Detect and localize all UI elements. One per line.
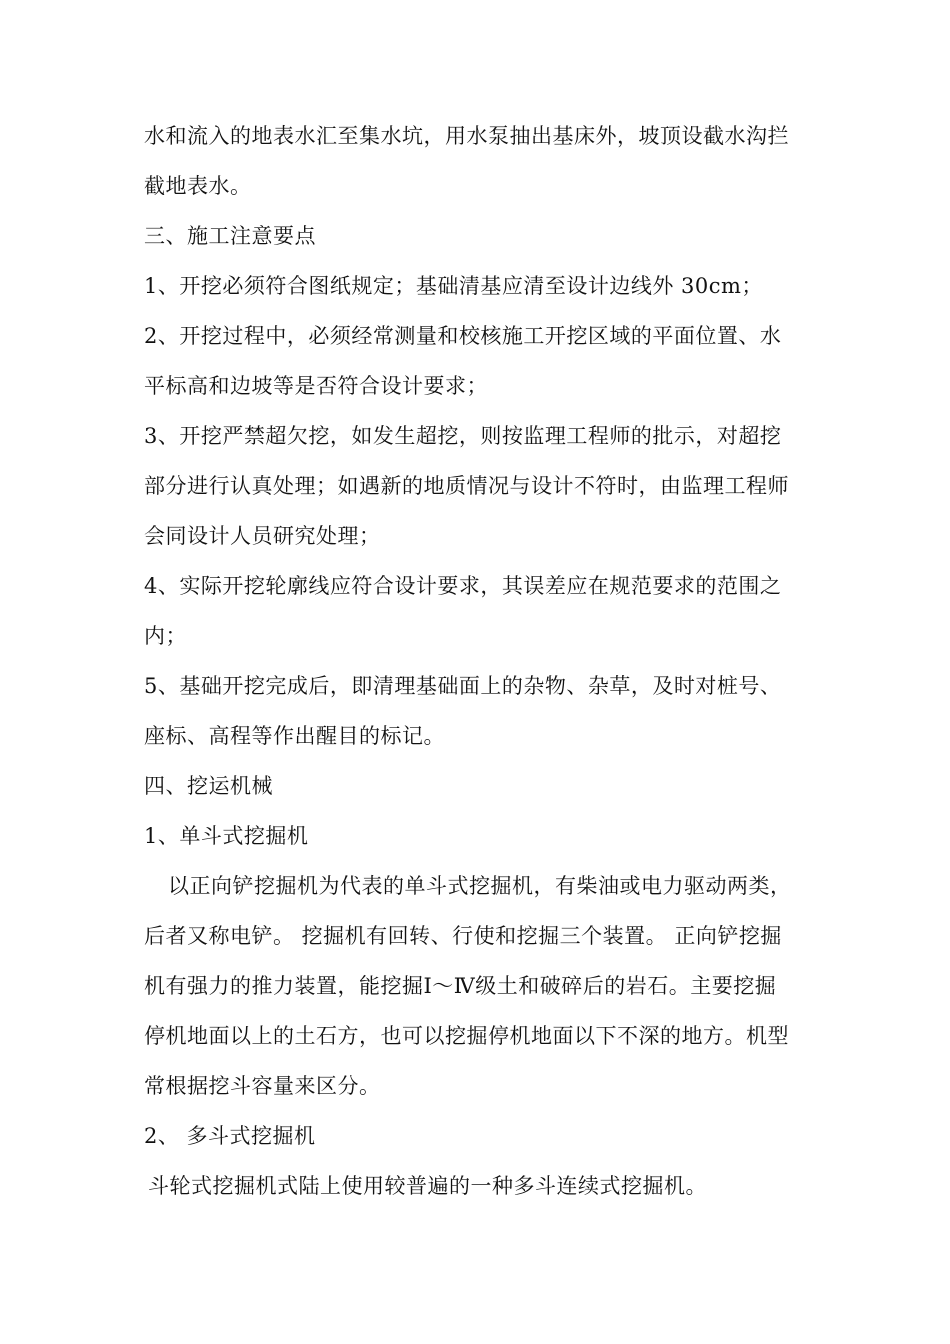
subheading-multi-bucket-excavator: 2、 多斗式挖掘机 [144, 1124, 316, 1148]
list-item-3-end: 会同设计人员研究处理； [144, 524, 381, 548]
paragraph-line-5: 常根据挖斗容量来区分。 [144, 1074, 381, 1098]
list-item-1: 1、开挖必须符合图纸规定；基础清基应清至设计边线外 30cm； [144, 274, 763, 298]
list-item-2: 2、开挖过程中，必须经常测量和校核施工开挖区域的平面位置、水 [144, 324, 782, 348]
subheading-single-bucket-excavator: 1、单斗式挖掘机 [144, 824, 309, 848]
list-item-5-end: 座标、高程等作出醒目的标记。 [144, 724, 445, 748]
paragraph-bucket-wheel: 斗轮式挖掘机式陆上使用较普遍的一种多斗连续式挖掘机。 [148, 1174, 707, 1198]
list-item-3-continued: 部分进行认真处理；如遇新的地质情况与设计不符时，由监理工程师 [144, 474, 789, 498]
list-item-5: 5、基础开挖完成后，即清理基础面上的杂物、杂草，及时对桩号、 [144, 674, 782, 698]
list-item-3: 3、开挖严禁超欠挖，如发生超挖，则按监理工程师的批示，对超挖 [144, 424, 782, 448]
paragraph-line-2: 后者又称电铲。 挖掘机有回转、行使和挖掘三个装置。 正向铲挖掘 [144, 924, 782, 948]
paragraph-line-3: 机有强力的推力装置，能挖掘Ⅰ～Ⅳ级土和破碎后的岩石。主要挖掘 [144, 974, 777, 998]
section-heading-construction-notes: 三、施工注意要点 [144, 224, 316, 248]
list-item-2-continued: 平标高和边坡等是否符合设计要求； [144, 374, 488, 398]
paragraph-line-4: 停机地面以上的土石方，也可以挖掘停机地面以下不深的地方。机型 [144, 1024, 789, 1048]
list-item-4-end: 内； [144, 624, 187, 648]
text-line-continuation-end: 截地表水。 [144, 174, 252, 198]
text-line-continuation: 水和流入的地表水汇至集水坑，用水泵抽出基床外，坡顶设截水沟拦 [144, 124, 789, 148]
paragraph-line-1: 以正向铲挖掘机为代表的单斗式挖掘机，有柴油或电力驱动两类， [168, 874, 792, 898]
list-item-4: 4、实际开挖轮廓线应符合设计要求，其误差应在规范要求的范围之 [144, 574, 782, 598]
section-heading-machinery: 四、挖运机械 [144, 774, 273, 798]
